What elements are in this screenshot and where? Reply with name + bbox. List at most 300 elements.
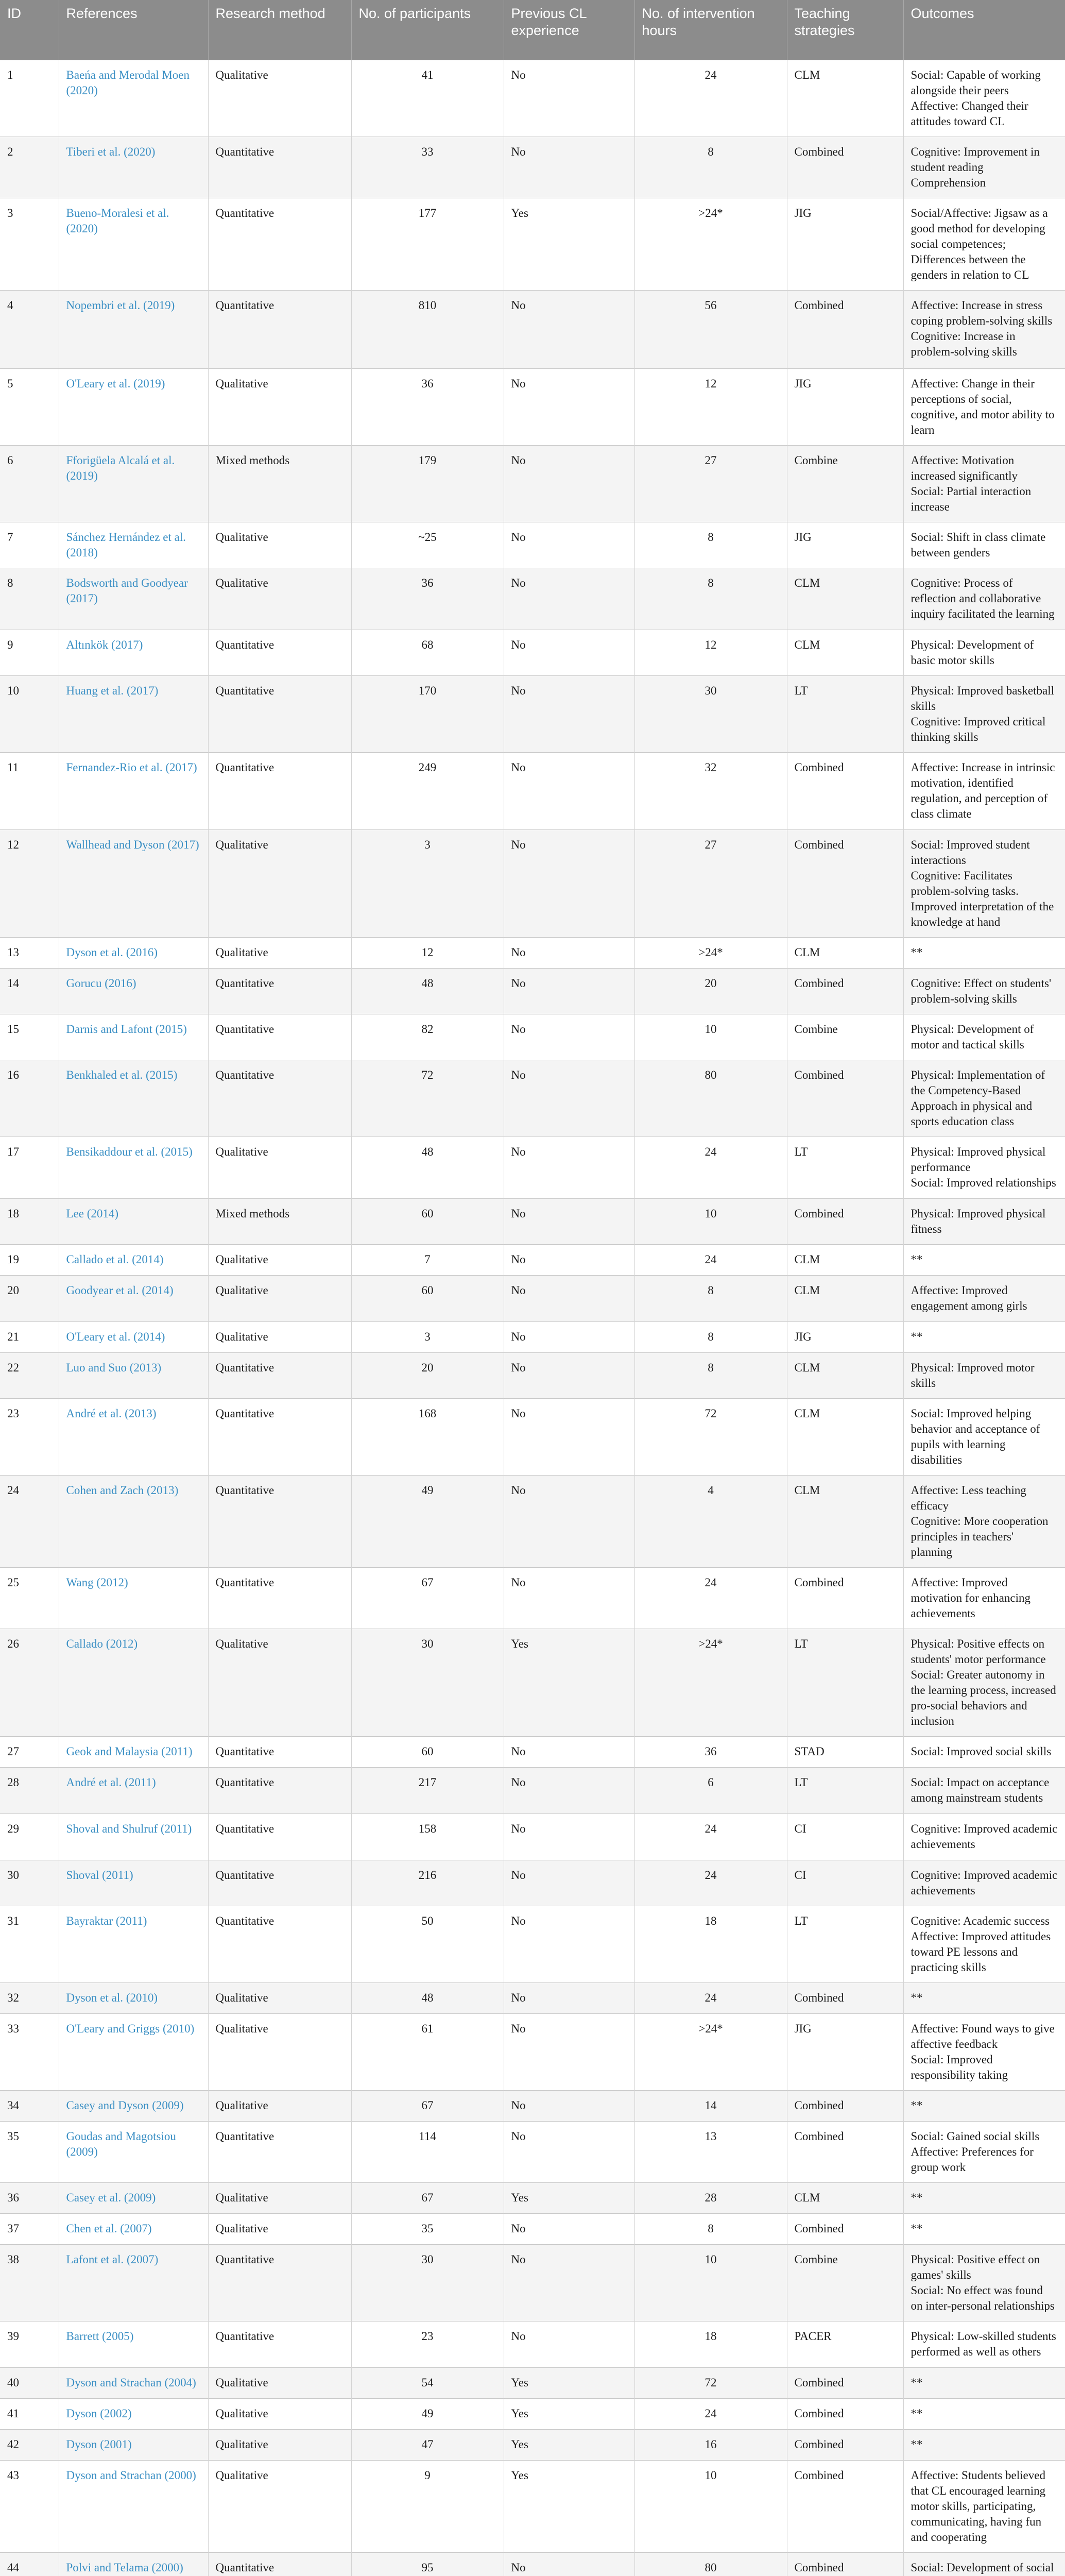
- cell-previous-cl: No: [504, 2213, 634, 2244]
- cell-reference-link[interactable]: Nopembri et al. (2019): [59, 290, 208, 368]
- table-row: [0, 198, 1065, 290]
- cell-participants: 12: [351, 937, 504, 968]
- table-row: [0, 1352, 1065, 1398]
- cell-previous-cl: No: [504, 1475, 634, 1567]
- table-row: [0, 2398, 1065, 2429]
- table-row: [0, 2182, 1065, 2213]
- cell-research-method: Quantitative: [208, 1014, 351, 1060]
- cell-id: 20: [0, 1275, 59, 1321]
- cell-outcomes: [903, 1475, 1065, 1567]
- table-row: [0, 2244, 1065, 2321]
- cell-teaching-strategy: CLM: [787, 60, 903, 137]
- cell-intervention-hours: 10: [634, 2460, 787, 2552]
- cell-research-method: Mixed methods: [208, 1198, 351, 1244]
- cell-intervention-hours: 32: [634, 752, 787, 829]
- cell-participants: 33: [351, 137, 504, 198]
- table-row: [0, 675, 1065, 752]
- table-row: [0, 1906, 1065, 1982]
- cell-reference-link[interactable]: Bueno-Moralesi et al. (2020): [59, 198, 208, 290]
- cell-teaching-strategy: JIG: [787, 522, 903, 568]
- header-id: ID: [0, 0, 59, 60]
- cell-participants: 36: [351, 568, 504, 630]
- table-row: [0, 2213, 1065, 2244]
- outcome-line: Social: Improved helping behavior and acceptance of pupils with learning disabilities: [911, 1406, 1040, 1466]
- table-row: [0, 1275, 1065, 1321]
- cell-previous-cl: No: [504, 675, 634, 752]
- cell-research-method: Qualitative: [208, 1629, 351, 1736]
- cell-id: 15: [0, 1014, 59, 1060]
- cell-reference-link[interactable]: Sánchez Hernández et al. (2018): [59, 522, 208, 568]
- cell-reference-link[interactable]: O'Leary et al. (2019): [59, 368, 208, 445]
- table-row: [0, 2321, 1065, 2367]
- cell-reference-link[interactable]: Wallhead and Dyson (2017): [59, 829, 208, 937]
- cell-reference-link[interactable]: Chen et al. (2007): [59, 2213, 208, 2244]
- cell-teaching-strategy: Combined: [787, 2213, 903, 2244]
- cell-reference-link[interactable]: Dyson and Strachan (2000): [59, 2460, 208, 2552]
- cell-reference-link[interactable]: Fernandez-Rio et al. (2017): [59, 752, 208, 829]
- cell-reference-link[interactable]: Cohen and Zach (2013): [59, 1475, 208, 1567]
- cell-participants: 48: [351, 1982, 504, 2013]
- cell-previous-cl: No: [504, 1814, 634, 1860]
- cell-previous-cl: No: [504, 2552, 634, 2576]
- cell-research-method: Quantitative: [208, 752, 351, 829]
- cell-outcomes: [903, 1567, 1065, 1629]
- cell-id: 8: [0, 568, 59, 630]
- cell-outcomes: [903, 1860, 1065, 1906]
- table-row: [0, 522, 1065, 568]
- cell-research-method: Qualitative: [208, 2213, 351, 2244]
- cell-teaching-strategy: LT: [787, 1767, 903, 1814]
- cell-participants: 9: [351, 2460, 504, 2552]
- cell-previous-cl: No: [504, 1244, 634, 1275]
- cell-reference-link[interactable]: Polvi and Telama (2000): [59, 2552, 208, 2576]
- cell-id: 32: [0, 1982, 59, 2013]
- outcome-line: Affective: Students believed that CL encouraged learning motor skills, participating, communicating, having fun and cooperating: [911, 2468, 1046, 2544]
- outcome-line: Social: Partial interaction increase: [911, 484, 1032, 513]
- outcome-line: **: [911, 2191, 923, 2204]
- cell-participants: 60: [351, 1198, 504, 1244]
- cell-id: 25: [0, 1567, 59, 1629]
- cell-teaching-strategy: STAD: [787, 1736, 903, 1767]
- cell-id: 29: [0, 1814, 59, 1860]
- cell-outcomes: [903, 522, 1065, 568]
- cell-teaching-strategy: CLM: [787, 630, 903, 675]
- cell-intervention-hours: 10: [634, 1198, 787, 1244]
- cell-reference-link[interactable]: Tiberi et al. (2020): [59, 137, 208, 198]
- cell-intervention-hours: 27: [634, 445, 787, 522]
- cell-reference-link[interactable]: Lafont et al. (2007): [59, 2244, 208, 2321]
- cell-research-method: Quantitative: [208, 1767, 351, 1814]
- outcome-line: Social: Improved student interactions: [911, 838, 1030, 867]
- cell-participants: 249: [351, 752, 504, 829]
- cell-intervention-hours: 13: [634, 2121, 787, 2182]
- header-previous-cl: Previous CL experience: [504, 0, 634, 60]
- cell-outcomes: [903, 1767, 1065, 1814]
- cell-id: 16: [0, 1060, 59, 1137]
- cell-previous-cl: No: [504, 568, 634, 630]
- cell-previous-cl: Yes: [504, 2182, 634, 2213]
- cell-teaching-strategy: Combine: [787, 2244, 903, 2321]
- cell-research-method: Qualitative: [208, 2090, 351, 2121]
- cell-teaching-strategy: JIG: [787, 368, 903, 445]
- cell-reference-link[interactable]: Bodsworth and Goodyear (2017): [59, 568, 208, 630]
- cell-reference-link[interactable]: André et al. (2011): [59, 1767, 208, 1814]
- cell-participants: 3: [351, 1321, 504, 1352]
- cell-previous-cl: No: [504, 1275, 634, 1321]
- table-row: [0, 2367, 1065, 2398]
- outcome-line: Cognitive: More cooperation principles in teachers' planning: [911, 1514, 1049, 1558]
- cell-id: 9: [0, 630, 59, 675]
- cell-intervention-hours: 12: [634, 368, 787, 445]
- cell-teaching-strategy: Combined: [787, 1198, 903, 1244]
- cell-reference-link[interactable]: Dyson et al. (2010): [59, 1982, 208, 2013]
- cell-research-method: Qualitative: [208, 829, 351, 937]
- cell-reference-link[interactable]: Bensikaddour et al. (2015): [59, 1137, 208, 1198]
- cell-participants: 68: [351, 630, 504, 675]
- table-row: [0, 1137, 1065, 1198]
- cell-participants: 30: [351, 1629, 504, 1736]
- cell-id: 26: [0, 1629, 59, 1736]
- cell-reference-link[interactable]: Wang (2012): [59, 1567, 208, 1629]
- cell-participants: 49: [351, 1475, 504, 1567]
- cell-research-method: Qualitative: [208, 368, 351, 445]
- cell-outcomes: [903, 2244, 1065, 2321]
- cell-reference-link[interactable]: O'Leary et al. (2014): [59, 1321, 208, 1352]
- cell-previous-cl: No: [504, 937, 634, 968]
- cell-research-method: Quantitative: [208, 968, 351, 1014]
- cell-previous-cl: No: [504, 1906, 634, 1982]
- outcome-line: Social: Improved relationships: [911, 1176, 1056, 1189]
- cell-id: 33: [0, 2013, 59, 2090]
- cell-participants: 170: [351, 675, 504, 752]
- cell-previous-cl: No: [504, 137, 634, 198]
- cell-participants: 36: [351, 368, 504, 445]
- cell-reference-link[interactable]: Shoval and Shulruf (2011): [59, 1814, 208, 1860]
- cell-reference-link[interactable]: Casey and Dyson (2009): [59, 2090, 208, 2121]
- cell-id: 19: [0, 1244, 59, 1275]
- cell-participants: 67: [351, 2182, 504, 2213]
- cell-teaching-strategy: Combined: [787, 137, 903, 198]
- cell-reference-link[interactable]: Goudas and Magotsiou (2009): [59, 2121, 208, 2182]
- cell-research-method: Quantitative: [208, 1060, 351, 1137]
- cell-intervention-hours: 18: [634, 1906, 787, 1982]
- cell-previous-cl: No: [504, 2321, 634, 2367]
- table-row: [0, 2429, 1065, 2460]
- cell-research-method: Qualitative: [208, 1244, 351, 1275]
- cell-previous-cl: No: [504, 445, 634, 522]
- cell-reference-link[interactable]: Darnis and Lafont (2015): [59, 1014, 208, 1060]
- cell-reference-link[interactable]: Luo and Suo (2013): [59, 1352, 208, 1398]
- cell-research-method: Qualitative: [208, 2182, 351, 2213]
- outcome-line: Social: Impact on acceptance among mainstream students: [911, 1775, 1050, 1804]
- cell-reference-link[interactable]: Bayraktar (2011): [59, 1906, 208, 1982]
- cell-id: 42: [0, 2429, 59, 2460]
- cell-id: 35: [0, 2121, 59, 2182]
- cell-teaching-strategy: LT: [787, 675, 903, 752]
- cell-reference-link[interactable]: Goodyear et al. (2014): [59, 1275, 208, 1321]
- cell-teaching-strategy: Combined: [787, 2121, 903, 2182]
- cell-id: 23: [0, 1398, 59, 1475]
- cell-outcomes: [903, 937, 1065, 968]
- table-row: [0, 1767, 1065, 1814]
- cell-id: 27: [0, 1736, 59, 1767]
- outcome-line: Affective: Change in their perceptions of social, cognitive, and motor ability to learn: [911, 377, 1055, 436]
- outcome-line: Cognitive: Increase in problem-solving skills: [911, 329, 1017, 358]
- cell-reference-link[interactable]: Geok and Malaysia (2011): [59, 1736, 208, 1767]
- cell-research-method: Qualitative: [208, 2013, 351, 2090]
- cell-reference-link[interactable]: Fforigüela Alcalá et al. (2019): [59, 445, 208, 522]
- cell-teaching-strategy: CLM: [787, 568, 903, 630]
- cell-reference-link[interactable]: Huang et al. (2017): [59, 675, 208, 752]
- cell-research-method: Quantitative: [208, 1475, 351, 1567]
- cell-reference-link[interactable]: Callado et al. (2014): [59, 1244, 208, 1275]
- cell-previous-cl: Yes: [504, 2398, 634, 2429]
- cell-teaching-strategy: CLM: [787, 1398, 903, 1475]
- cell-participants: 114: [351, 2121, 504, 2182]
- outcome-line: Cognitive: Improved academic achievements: [911, 1822, 1058, 1851]
- cell-outcomes: [903, 1275, 1065, 1321]
- table-row: [0, 2552, 1065, 2576]
- cell-intervention-hours: 8: [634, 137, 787, 198]
- cell-teaching-strategy: LT: [787, 1906, 903, 1982]
- table-row: [0, 937, 1065, 968]
- cell-intervention-hours: >24*: [634, 1629, 787, 1736]
- cell-id: 22: [0, 1352, 59, 1398]
- cell-participants: 48: [351, 968, 504, 1014]
- cell-research-method: Qualitative: [208, 2398, 351, 2429]
- table-row: [0, 568, 1065, 630]
- cell-intervention-hours: 24: [634, 1567, 787, 1629]
- cell-id: 21: [0, 1321, 59, 1352]
- cell-id: 28: [0, 1767, 59, 1814]
- outcome-line: Affective: Improved engagement among girls: [911, 1283, 1027, 1312]
- cell-id: 12: [0, 829, 59, 937]
- cell-research-method: Qualitative: [208, 2367, 351, 2398]
- cell-outcomes: [903, 1736, 1065, 1767]
- cell-research-method: Quantitative: [208, 630, 351, 675]
- cell-teaching-strategy: Combine: [787, 1014, 903, 1060]
- cell-outcomes: [903, 2321, 1065, 2367]
- cell-intervention-hours: >24*: [634, 937, 787, 968]
- cell-participants: 216: [351, 1860, 504, 1906]
- cell-reference-link[interactable]: Lee (2014): [59, 1198, 208, 1244]
- cell-id: 14: [0, 968, 59, 1014]
- cell-previous-cl: No: [504, 829, 634, 937]
- table-row: [0, 829, 1065, 937]
- outcome-line: Cognitive: Effect on students' problem-solving skills: [911, 976, 1052, 1005]
- cell-reference-link[interactable]: Dyson (2002): [59, 2398, 208, 2429]
- cell-id: 4: [0, 290, 59, 368]
- table-row: [0, 137, 1065, 198]
- outcome-line: Affective: Preferences for group work: [911, 2145, 1034, 2174]
- outcome-line: **: [911, 2098, 923, 2112]
- cell-intervention-hours: 20: [634, 968, 787, 1014]
- cell-intervention-hours: 8: [634, 2213, 787, 2244]
- outcome-line: Physical: Development of motor and tactical skills: [911, 1022, 1034, 1051]
- cell-research-method: Quantitative: [208, 2121, 351, 2182]
- cell-outcomes: [903, 1060, 1065, 1137]
- cell-research-method: Qualitative: [208, 2460, 351, 2552]
- cell-reference-link[interactable]: Dyson et al. (2016): [59, 937, 208, 968]
- cell-outcomes: [903, 2460, 1065, 2552]
- cell-research-method: Quantitative: [208, 1567, 351, 1629]
- cell-intervention-hours: 80: [634, 1060, 787, 1137]
- cell-outcomes: [903, 290, 1065, 368]
- cell-reference-link[interactable]: Dyson and Strachan (2004): [59, 2367, 208, 2398]
- outcome-line: Affective: Less teaching efficacy: [911, 1483, 1026, 1512]
- outcome-line: Affective: Found ways to give affective feedback: [911, 2022, 1055, 2050]
- outcome-line: Affective: Improved attitudes toward PE lessons and practicing skills: [911, 1929, 1051, 1974]
- cell-intervention-hours: 72: [634, 2367, 787, 2398]
- cell-outcomes: [903, 1137, 1065, 1198]
- cell-intervention-hours: 10: [634, 1014, 787, 1060]
- cell-previous-cl: No: [504, 60, 634, 137]
- cell-intervention-hours: >24*: [634, 2013, 787, 2090]
- cell-teaching-strategy: LT: [787, 1137, 903, 1198]
- outcome-line: Physical: Improved physical fitness: [911, 1207, 1046, 1235]
- cell-reference-link[interactable]: Casey et al. (2009): [59, 2182, 208, 2213]
- cell-outcomes: [903, 137, 1065, 198]
- cell-research-method: Quantitative: [208, 1814, 351, 1860]
- cell-reference-link[interactable]: Barrett (2005): [59, 2321, 208, 2367]
- cell-research-method: Quantitative: [208, 675, 351, 752]
- cell-id: 34: [0, 2090, 59, 2121]
- outcome-line: Physical: Improved basketball skills: [911, 684, 1054, 713]
- cell-intervention-hours: 12: [634, 630, 787, 675]
- cell-teaching-strategy: Combined: [787, 2429, 903, 2460]
- cell-outcomes: [903, 2090, 1065, 2121]
- table-row: [0, 1629, 1065, 1736]
- cell-research-method: Qualitative: [208, 937, 351, 968]
- cell-previous-cl: Yes: [504, 2367, 634, 2398]
- cell-outcomes: [903, 968, 1065, 1014]
- cell-intervention-hours: 24: [634, 1860, 787, 1906]
- cell-id: 10: [0, 675, 59, 752]
- cell-outcomes: [903, 2552, 1065, 2576]
- cell-teaching-strategy: Combined: [787, 968, 903, 1014]
- cell-research-method: Quantitative: [208, 1352, 351, 1398]
- cell-teaching-strategy: Combined: [787, 2460, 903, 2552]
- outcome-line: Physical: Positive effect on games' skills: [911, 2252, 1040, 2281]
- cell-teaching-strategy: JIG: [787, 1321, 903, 1352]
- cell-previous-cl: No: [504, 752, 634, 829]
- cell-intervention-hours: 24: [634, 1814, 787, 1860]
- outcome-line: Social: Improved social skills: [911, 1744, 1052, 1758]
- table-row: [0, 968, 1065, 1014]
- outcome-line: Affective: Motivation increased significantly: [911, 453, 1018, 482]
- table-row: [0, 1060, 1065, 1137]
- cell-id: 3: [0, 198, 59, 290]
- cell-reference-link[interactable]: Altınkök (2017): [59, 630, 208, 675]
- outcome-line: Social: Capable of working alongside their peers: [911, 68, 1041, 97]
- outcome-line: **: [911, 2437, 923, 2451]
- cell-previous-cl: No: [504, 968, 634, 1014]
- cell-participants: 49: [351, 2398, 504, 2429]
- table-row: [0, 2121, 1065, 2182]
- outcome-line: Cognitive: Improved academic achievements: [911, 1868, 1058, 1897]
- cell-reference-link[interactable]: O'Leary and Griggs (2010): [59, 2013, 208, 2090]
- outcome-line: Social: Gained social skills: [911, 2129, 1040, 2143]
- cell-research-method: Quantitative: [208, 2244, 351, 2321]
- cell-id: 36: [0, 2182, 59, 2213]
- cell-reference-link[interactable]: Dyson (2001): [59, 2429, 208, 2460]
- cell-previous-cl: No: [504, 1567, 634, 1629]
- cell-outcomes: [903, 60, 1065, 137]
- cell-id: 1: [0, 60, 59, 137]
- cell-previous-cl: No: [504, 2090, 634, 2121]
- cell-outcomes: [903, 2121, 1065, 2182]
- cell-intervention-hours: 72: [634, 1398, 787, 1475]
- cell-id: 18: [0, 1198, 59, 1244]
- cell-reference-link[interactable]: Baeńa and Merodal Moen (2020): [59, 60, 208, 137]
- cell-previous-cl: No: [504, 290, 634, 368]
- table-body: [0, 60, 1065, 2576]
- cell-outcomes: [903, 630, 1065, 675]
- cell-previous-cl: Yes: [504, 1629, 634, 1736]
- cell-intervention-hours: 16: [634, 2429, 787, 2460]
- cell-teaching-strategy: Combined: [787, 1060, 903, 1137]
- cell-research-method: Qualitative: [208, 1321, 351, 1352]
- table-row: [0, 1736, 1065, 1767]
- cell-research-method: Qualitative: [208, 2429, 351, 2460]
- outcome-line: Affective: Increase in stress coping problem-solving skills: [911, 298, 1053, 327]
- cell-previous-cl: No: [504, 368, 634, 445]
- cell-participants: 810: [351, 290, 504, 368]
- cell-teaching-strategy: CLM: [787, 1244, 903, 1275]
- cell-outcomes: [903, 2398, 1065, 2429]
- cell-reference-link[interactable]: Shoval (2011): [59, 1860, 208, 1906]
- cell-teaching-strategy: Combined: [787, 2398, 903, 2429]
- cell-reference-link[interactable]: Callado (2012): [59, 1629, 208, 1736]
- cell-research-method: Quantitative: [208, 1906, 351, 1982]
- outcome-line: Physical: Improved motor skills: [911, 1361, 1035, 1389]
- cell-participants: 60: [351, 1275, 504, 1321]
- cell-participants: 177: [351, 198, 504, 290]
- cell-previous-cl: No: [504, 1137, 634, 1198]
- cell-intervention-hours: 14: [634, 2090, 787, 2121]
- cell-outcomes: [903, 1014, 1065, 1060]
- outcome-line: Social: Greater autonomy in the learning process, increased pro-social behaviors and inclusion: [911, 1668, 1056, 1727]
- header-outcomes: Outcomes: [903, 0, 1065, 60]
- cell-teaching-strategy: Combined: [787, 2367, 903, 2398]
- cell-participants: 67: [351, 1567, 504, 1629]
- cell-teaching-strategy: CI: [787, 1860, 903, 1906]
- cell-teaching-strategy: Combined: [787, 1567, 903, 1629]
- cell-research-method: Quantitative: [208, 198, 351, 290]
- outcome-line: Physical: Low-skilled students performed as well as others: [911, 2329, 1056, 2358]
- cell-reference-link[interactable]: Benkhaled et al. (2015): [59, 1060, 208, 1137]
- cell-teaching-strategy: CLM: [787, 1475, 903, 1567]
- outcome-line: **: [911, 2406, 923, 2420]
- cell-outcomes: [903, 2013, 1065, 2090]
- cell-reference-link[interactable]: Gorucu (2016): [59, 968, 208, 1014]
- cell-previous-cl: No: [504, 1198, 634, 1244]
- outcome-line: Cognitive: Academic success: [911, 1914, 1050, 1927]
- cell-id: 41: [0, 2398, 59, 2429]
- cell-participants: 82: [351, 1014, 504, 1060]
- cell-outcomes: [903, 568, 1065, 630]
- table-row: [0, 60, 1065, 137]
- cell-participants: 179: [351, 445, 504, 522]
- cell-teaching-strategy: Combined: [787, 752, 903, 829]
- cell-intervention-hours: 10: [634, 2244, 787, 2321]
- cell-reference-link[interactable]: André et al. (2013): [59, 1398, 208, 1475]
- cell-id: 30: [0, 1860, 59, 1906]
- cell-previous-cl: No: [504, 1060, 634, 1137]
- cell-outcomes: [903, 675, 1065, 752]
- outcome-line: Social: Improved responsibility taking: [911, 2053, 1008, 2081]
- cell-id: 6: [0, 445, 59, 522]
